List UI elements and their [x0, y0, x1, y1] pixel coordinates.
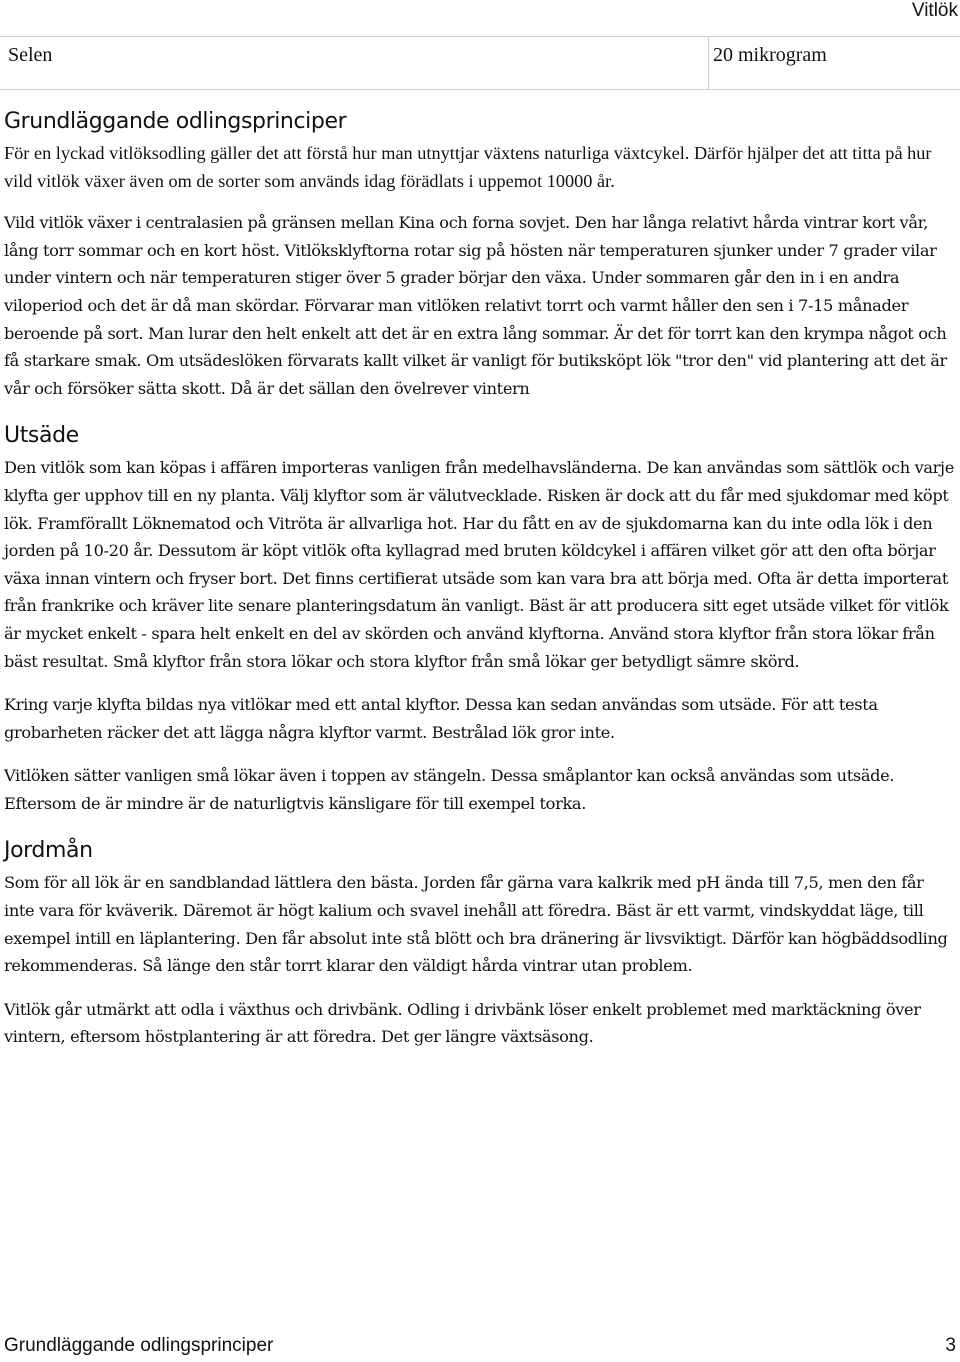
paragraph: Som för all lök är en sandblandad lättlera den bästa. Jorden får gärna vara kalkrik med pH ända till 7,5, men den får inte vara för kväverik. Däremot är högt kalium och svavel inehåll att föredra. Bäst är ett varmt, vindskyddat läge, till exempel intill en läplantering. Den får absolut inte stå blött och bra dränering är livsviktigt. Därför kan högbäddsodling rekommenderas. Så länge den står torrt klarar den väldigt hårda vintrar utan problem.: [4, 873, 948, 976]
nutrient-table-row: [0, 36, 960, 90]
footer-chapter-title: Grundläggande odlingsprinciper: [4, 1335, 274, 1356]
paragraph: Vild vitlök växer i centralasien på gränsen mellan Kina och forna sovjet. Den har långa relativt hårda vintrar kort vår, lång torr sommar och en kort höst. Vitlöksklyftorna rotar sig på hösten när temperaturen sjunker under 7 grader vilar under vintern och när temperaturen stiger över 5 grader börjar den växa. Under sommaren går den in i en andra viloperiod och det är då man skördar. Förvarar man vitlöken relativt torrt och varmt håller den sen i 7-15 månader beroende på sort. Man lurar den helt enkelt att det är en extra lång sommar. Är det för torrt kan den krympa något och få starkare smak. Om utsädeslöken förvarats kallt vilket är vanligt för butiksköpt lök "tror den" vid plantering att det är vår och försöker sätta skott. Då är det sällan den övelrever vintern: [4, 213, 947, 398]
paragraph: För en lyckad vitlöksodling gäller det att förstå hur man utnyttjar växtens naturliga växtcykel. Därför hjälper det att titta på hur vild vitlök växer även om de sorter som används idag förädlats i uppemot 10000 år.: [4, 143, 932, 191]
nutrient-amount: 20 mikrogram: [708, 37, 827, 89]
paragraph: Kring varje klyfta bildas nya vitlökar med ett antal klyftor. Dessa kan sedan användas som utsäde. För att testa grobarheten räcker det att lägga några klyftor varmt. Bestrålad lök gror inte.: [4, 695, 878, 742]
running-header-title: Vitlök: [911, 0, 958, 21]
section-grundlaggande: [4, 108, 958, 402]
page-number: 3: [945, 1335, 956, 1356]
section-jordman: [4, 837, 958, 1051]
paragraph: Vitlök går utmärkt att odla i växthus och drivbänk. Odling i drivbänk löser enkelt problemet med marktäckning över vintern, eftersom höstplantering är att föredra. Det ger längre växtsäsong.: [4, 999, 921, 1047]
paragraph: Vitlöken sätter vanligen små lökar även i toppen av stängeln. Dessa småplantor kan också användas som utsäde. Eftersom de är mindre är de naturligtvis känsligare för till exempel torka.: [4, 766, 895, 813]
section-utsade: [4, 422, 958, 817]
section-heading: Jordmån: [4, 838, 93, 864]
nutrient-name: Selen: [8, 44, 53, 66]
article-body: [4, 108, 958, 1051]
section-heading: Utsäde: [4, 423, 79, 449]
section-heading: Grundläggande odlingsprinciper: [4, 109, 347, 134]
running-footer: [4, 1334, 956, 1358]
paragraph: Den vitlök som kan köpas i affären importeras vanligen från medelhavsländerna. De kan användas som sättlök och varje klyfta ger upphov till en ny planta. Välj klyftor som är välutvecklade. Risken är dock att du får med sjukdomar med köpt lök. Framförallt Löknematod och Vitröta är allvarliga hot. Har du fått en av de sjukdomarna kan du inte odla lök i den jorden på 10-20 år. Dessutom är köpt vitlök ofta kyllagrad med bruten köldcykel i affären vilket gör att den ofta börjar växa innan vintern och fryser bort. Det finns certifierat utsäde som kan vara bra att börja med. Ofta är detta importerat från frankrike och kräver lite senare planteringsdatum än vanligt. Bäst är att producera sitt eget utsäde vilket för vitlök är mycket enkelt - spara helt enkelt en del av skörden och använd klyftorna. Använd stora klyftor från stora lökar från bäst resultat. Små klyftor från stora lökar och stora klyftor från små lökar ger betydligt sämre skörd.: [4, 458, 954, 671]
